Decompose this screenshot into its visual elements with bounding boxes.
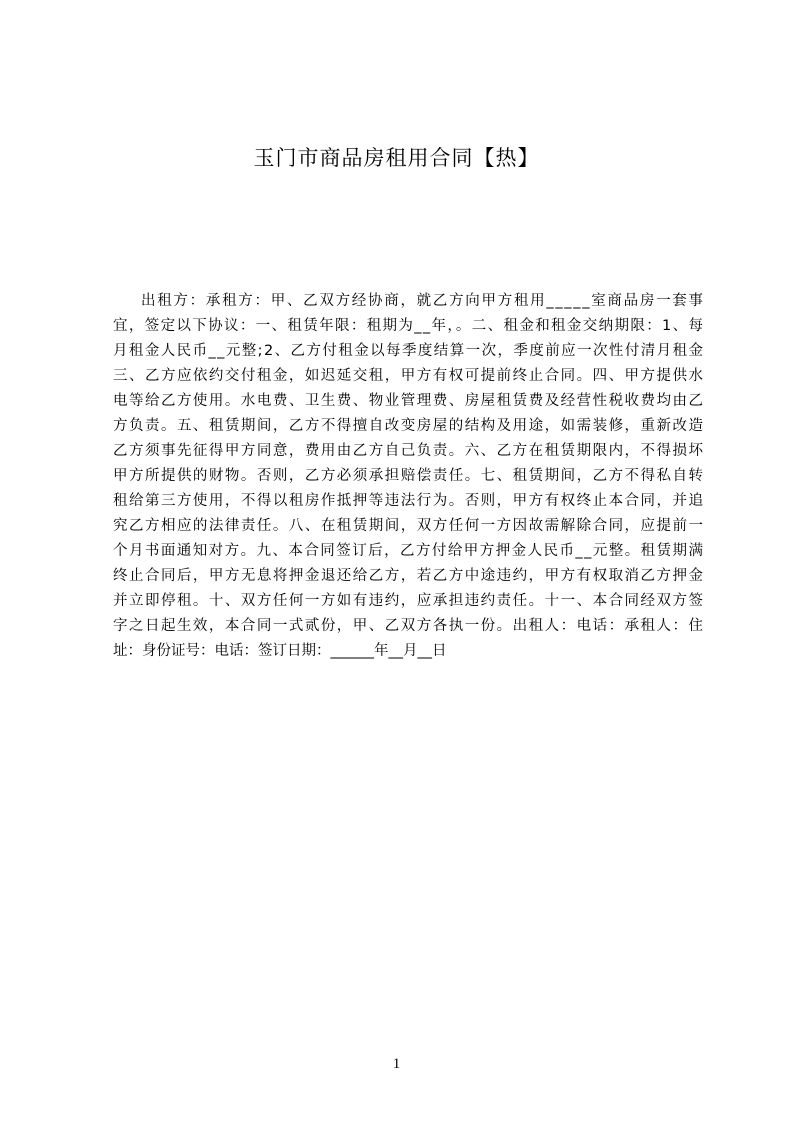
body-line-text: 三、乙方应依约交付租金，如迟延交租，甲方有权可提前终止合同。四、甲方提供水 (113, 368, 705, 384)
body-line (113, 639, 703, 664)
body-line-text: 个月书面通知对方。九、本合同签订后，乙方付给甲方押金人民币__元整。租赁期满 (113, 543, 705, 559)
body-line (113, 589, 703, 614)
body-line (113, 439, 703, 464)
body-line-text: 宜，签定以下协议：一、租赁年限：租期为__年，。二、租金和租金交纳期限：1、每 (113, 318, 705, 334)
body-line (113, 339, 703, 364)
body-line (113, 489, 703, 514)
body-line-text: 并立即停租。十、双方任何一方如有违约，应承担违约责任。十一、本合同经双方签 (113, 593, 705, 609)
body-line (113, 314, 703, 339)
body-line (113, 564, 703, 589)
body-line-text: 出租方：承租方：甲、乙双方经协商，就乙方向甲方租用_____室商品房一套事 (141, 293, 705, 309)
document-title: 玉门市商品房租用合同【热】 (253, 146, 540, 170)
body-line-text: 址：身份证号：电话：签订日期：______年__月__日 (113, 643, 447, 659)
body-line (113, 514, 703, 539)
body-line-text: 电等给乙方使用。水电费、卫生费、物业管理费、房屋租赁费及经营性税收费均由乙 (113, 393, 705, 409)
body-line-text: 字之日起生效，本合同一式贰份，甲、乙双方各执一份。出租人：电话：承租人：住 (113, 618, 705, 634)
body-line (113, 539, 703, 564)
body-line (113, 389, 703, 414)
body-line-text: 甲方所提供的财物。否则，乙方必须承担赔偿责任。七、租赁期间，乙方不得私自转 (113, 468, 705, 484)
body-line-text: 乙方须事先征得甲方同意，费用由乙方自己负责。六、乙方在租赁期限内，不得损坏 (113, 443, 705, 459)
body-line-text: 租给第三方使用，不得以租房作抵押等违法行为。否则，甲方有权终止本合同，并追 (113, 493, 705, 509)
contract-body (113, 289, 703, 664)
body-line-text: 终止合同后，甲方无息将押金退还给乙方，若乙方中途违约，甲方有权取消乙方押金 (113, 568, 705, 584)
body-line-text: 究乙方相应的法律责任。八、在租赁期间，双方任何一方因故需解除合同，应提前一 (113, 518, 705, 534)
body-line-text: 方负责。五、租赁期间，乙方不得擅自改变房屋的结构及用途，如需装修，重新改造 (113, 418, 705, 434)
page-number: 1 (392, 1056, 401, 1072)
body-line (113, 289, 703, 314)
body-line (113, 614, 703, 639)
body-line (113, 464, 703, 489)
body-line (113, 414, 703, 439)
body-line (113, 364, 703, 389)
body-line-text: 月租金人民币__元整;2、乙方付租金以每季度结算一次，季度前应一次性付清月租金 (113, 343, 705, 359)
